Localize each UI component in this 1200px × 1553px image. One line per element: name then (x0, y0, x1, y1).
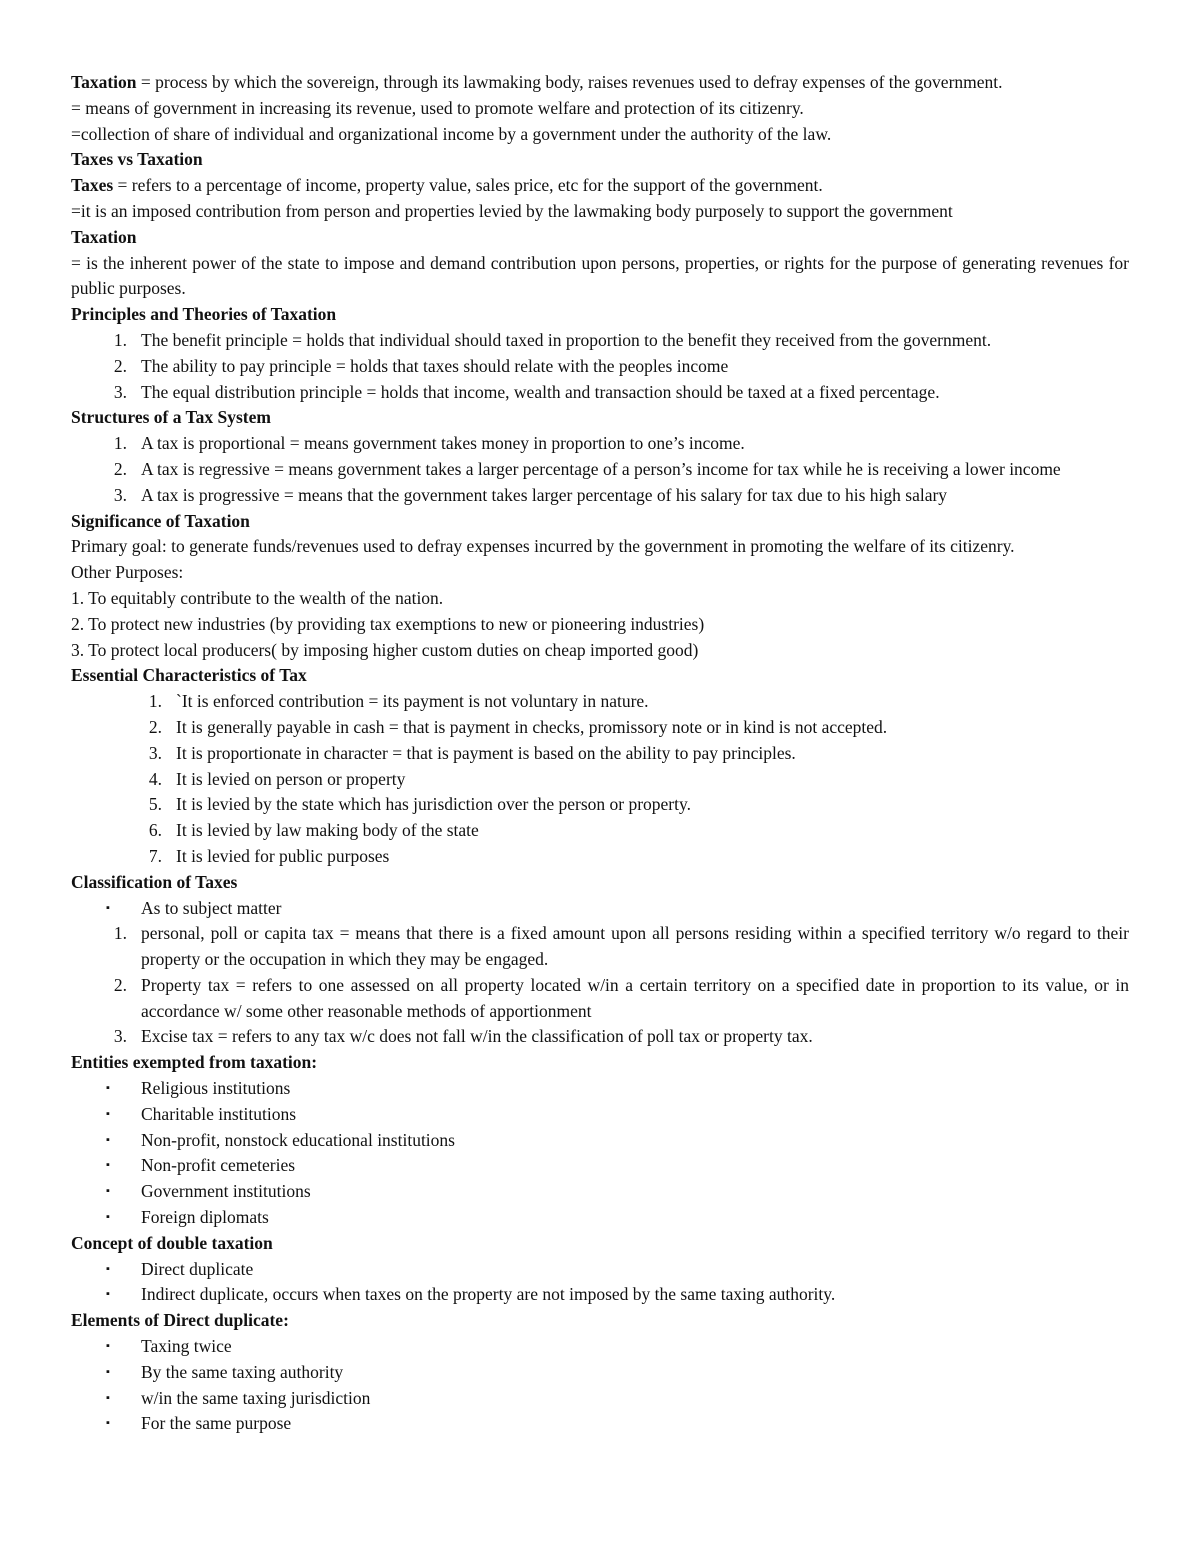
list-item: 2. Property tax = refers to one assessed on all property located w/in a certain territory on a specified date in proportion to its value, or in accordance w/ some other reasonable methods of apportionment (113, 974, 1129, 1021)
list-item: 4. It is levied on person or property (148, 768, 406, 789)
list-item: 5. It is levied by the state which has jurisdiction over the person or property. (148, 794, 691, 815)
exempted-list (71, 1076, 1129, 1231)
bullet-icon: ▪ (106, 1288, 110, 1301)
list-item: 3. A tax is progressive = means that the government takes larger percentage of his salary for tax due to his high salary (113, 484, 948, 505)
section-heading-structures: Structures of a Tax System (71, 407, 271, 428)
list-item: 2. The ability to pay principle = holds that taxes should relate with the peoples income (113, 355, 729, 376)
bullet-icon: ▪ (106, 1365, 110, 1378)
bullet-icon: ▪ (106, 1082, 110, 1095)
purpose-item: 1. To equitably contribute to the wealth of the nation. (71, 587, 444, 608)
section-heading-principles: Principles and Theories of Taxation (71, 304, 337, 325)
section-heading-double-taxation: Concept of double taxation (71, 1232, 273, 1253)
bullet-icon: ▪ (106, 1417, 110, 1430)
bullet-icon: ▪ (106, 1262, 110, 1275)
list-item: ▪ For the same purpose (71, 1411, 1129, 1437)
taxation-definition: = is the inherent power of the state to impose and demand contribution upon persons, properties, or rights for the purpose of generating revenues for public purposes. (71, 252, 1129, 299)
intro-definition-2: = means of government in increasing its revenue, used to promote welfare and protection of its citizenry. (71, 97, 804, 118)
list-item: 7. It is levied for public purposes (148, 845, 390, 866)
list-item: 1. The benefit principle = holds that individual should taxed in proportion to the benefit they received from the government. (113, 329, 992, 350)
principles-list (71, 328, 1129, 405)
classification-list (71, 921, 1129, 1050)
list-item: ▪ By the same taxing authority (71, 1360, 1129, 1386)
taxes-definition-1: Taxes = refers to a percentage of income, property value, sales price, etc for the support of the government. (71, 175, 823, 196)
taxes-definition-2: =it is an imposed contribution from person and properties levied by the lawmaking body purposely to support the government (71, 200, 953, 221)
elements-list (71, 1334, 1129, 1437)
bullet-icon: ▪ (106, 1340, 110, 1353)
bullet-icon: ▪ (106, 1107, 110, 1120)
list-item: ▪ Foreign diplomats (71, 1205, 1129, 1231)
bullet-icon: ▪ (106, 1185, 110, 1198)
bullet-icon: ▪ (106, 1211, 110, 1224)
list-item: 1. personal, poll or capita tax = means that there is a fixed amount upon all persons residing within a specified territory w/o regard to their property or the occupation in which they may be engaged. (113, 923, 1129, 970)
list-item: 3. The equal distribution principle = holds that income, wealth and transaction should be taxed at a fixed percentage. (113, 381, 940, 402)
section-heading-significance: Significance of Taxation (71, 510, 250, 531)
purpose-item: 2. To protect new industries (by providing tax exemptions to new or pioneering industries) (71, 613, 705, 634)
section-heading-exempted: Entities exempted from taxation: (71, 1052, 318, 1073)
intro-definition-1: Taxation = process by which the sovereign, through its lawmaking body, raises revenues used to defray expenses of the government. (71, 72, 1003, 92)
list-item: 3. Excise tax = refers to any tax w/c does not fall w/in the classification of poll tax or property tax. (113, 1026, 813, 1047)
list-item: 1. `It is enforced contribution = its payment is not voluntary in nature. (148, 691, 649, 712)
bullet-icon: ▪ (106, 901, 110, 914)
section-heading-taxes-vs-taxation: Taxes vs Taxation (71, 149, 203, 170)
characteristics-list (71, 689, 1129, 870)
list-item: ▪ Taxing twice (71, 1334, 1129, 1360)
intro-definition-3: =collection of share of individual and organizational income by a government under the authority of the law. (71, 123, 832, 144)
bullet-icon: ▪ (106, 1133, 110, 1146)
list-item: 3. It is proportionate in character = that is payment is based on the ability to pay principles. (148, 742, 796, 763)
list-item: ▪ Indirect duplicate, occurs when taxes on the property are not imposed by the same taxing authority. (71, 1282, 1129, 1308)
taxation-term-heading: Taxation (71, 226, 137, 247)
other-purposes-label: Other Purposes: (71, 562, 184, 583)
list-item: 2. A tax is regressive = means government takes a larger percentage of a person’s income for tax while he is receiving a lower income (113, 458, 1061, 479)
list-item: ▪ Non-profit, nonstock educational institutions (71, 1128, 1129, 1154)
purpose-item: 3. To protect local producers( by imposing higher custom duties on cheap imported good) (71, 639, 699, 660)
intro-term: Taxation (71, 72, 137, 92)
list-item: ▪ Direct duplicate (71, 1257, 1129, 1283)
list-item: ▪ Charitable institutions (71, 1102, 1129, 1128)
bullet-icon: ▪ (106, 1159, 110, 1172)
document-page (71, 70, 1129, 1437)
section-heading-characteristics: Essential Characteristics of Tax (71, 665, 307, 686)
list-item: ▪ w/in the same taxing jurisdiction (71, 1386, 1129, 1412)
structures-list (71, 431, 1129, 508)
list-item: 1. A tax is proportional = means government takes money in proportion to one’s income. (113, 433, 745, 454)
primary-goal: Primary goal: to generate funds/revenues used to defray expenses incurred by the government in promoting the welfare of its citizenry. (71, 536, 1015, 557)
list-item: ▪ Religious institutions (71, 1076, 1129, 1102)
list-item: ▪ Non-profit cemeteries (71, 1153, 1129, 1179)
bullet-icon: ▪ (106, 1391, 110, 1404)
classification-bullet-list (71, 896, 1129, 922)
list-item: ▪ Government institutions (71, 1179, 1129, 1205)
double-taxation-list (71, 1257, 1129, 1309)
list-item: 6. It is levied by law making body of the state (148, 820, 479, 841)
section-heading-classification: Classification of Taxes (71, 871, 238, 892)
section-heading-elements: Elements of Direct duplicate: (71, 1310, 289, 1331)
list-item: 2. It is generally payable in cash = that is payment in checks, promissory note or in kind is not accepted. (148, 716, 888, 737)
list-item: ▪ As to subject matter (71, 896, 1129, 922)
